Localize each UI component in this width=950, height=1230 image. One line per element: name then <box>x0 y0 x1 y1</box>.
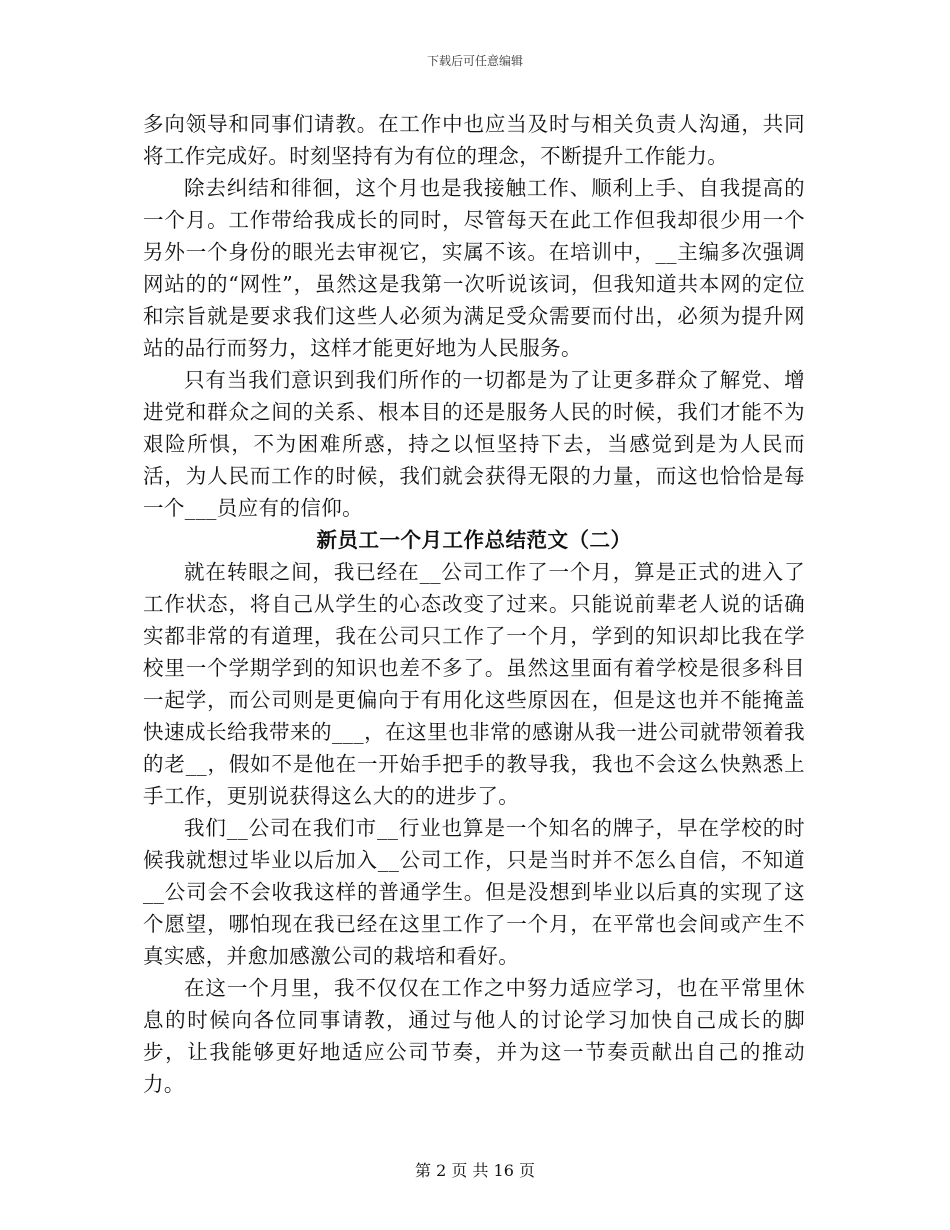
paragraph: 我们__公司在我们市__行业也算是一个知名的牌子，早在学校的时候我就想过毕业以后加入__公司工作，只是当时并不怎么自信，不知道__公司会不会收我这样的普通学生。但是没想到毕业以后真的实现了这个愿望，哪怕现在我已经在这里工作了一个月，在平常也会间或产生不真实感，并愈加感激公司的栽培和看好。 <box>143 816 805 968</box>
section-title: 新员工一个月工作总结范文（二） <box>316 528 632 552</box>
header-note: 下载后可任意编辑 <box>426 54 523 68</box>
paragraph: 多向领导和同事们请教。在工作中也应当及时与相关负责人沟通，共同将工作完成好。时刻坚持有为有位的理念，不断提升工作能力。 <box>143 112 805 168</box>
paragraph: 在这一个月里，我不仅仅在工作之中努力适应学习，也在平常里休息的时候向各位同事请教，通过与他人的讨论学习加快自己成长的脚步，让我能够更好地适应公司节奏，并为这一节奏贡献出自己的推动力。 <box>143 976 805 1096</box>
paragraph: 只有当我们意识到我们所作的一切都是为了让更多群众了解党、增进党和群众之间的关系、根本目的还是服务人民的时候，我们才能不为艰险所惧，不为困难所惑，持之以恒坚持下去，当感觉到是为人民而活，为人民而工作的时候，我们就会获得无限的力量，而这也恰恰是每一个___员应有的信仰。 <box>143 368 805 520</box>
page-footer: 第 2 页 共 16 页 <box>415 1161 535 1180</box>
paragraph: 就在转眼之间，我已经在__公司工作了一个月，算是正式的进入了工作状态，将自己从学生的心态改变了过来。只能说前辈老人说的话确实都非常的有道理，我在公司只工作了一个月，学到的知识却比我在学校里一个学期学到的知识也差不多了。虽然这里面有着学校是很多科目一起学，而公司则是更偏向于有用化这些原因在，但是这也并不能掩盖快速成长给我带来的___，在这里也非常的感谢从我一进公司就带领着我的老__，假如不是他在一开始手把手的教导我，我也不会这么快熟悉上手工作，更别说获得这么大的的进步了。 <box>143 560 805 808</box>
paragraph: 除去纠结和徘徊，这个月也是我接触工作、顺利上手、自我提高的一个月。工作带给我成长的同时，尽管每天在此工作但我却很少用一个另外一个身份的眼光去审视它，实属不该。在培训中，__主编多次强调网站的的“网性”，虽然这是我第一次听说该词，但我知道共本网的定位和宗旨就是要求我们这些人必须为满足受众需要而付出，必须为提升网站的品行而努力，这样才能更好地为人民服务。 <box>143 176 805 360</box>
document-body <box>143 108 805 1100</box>
